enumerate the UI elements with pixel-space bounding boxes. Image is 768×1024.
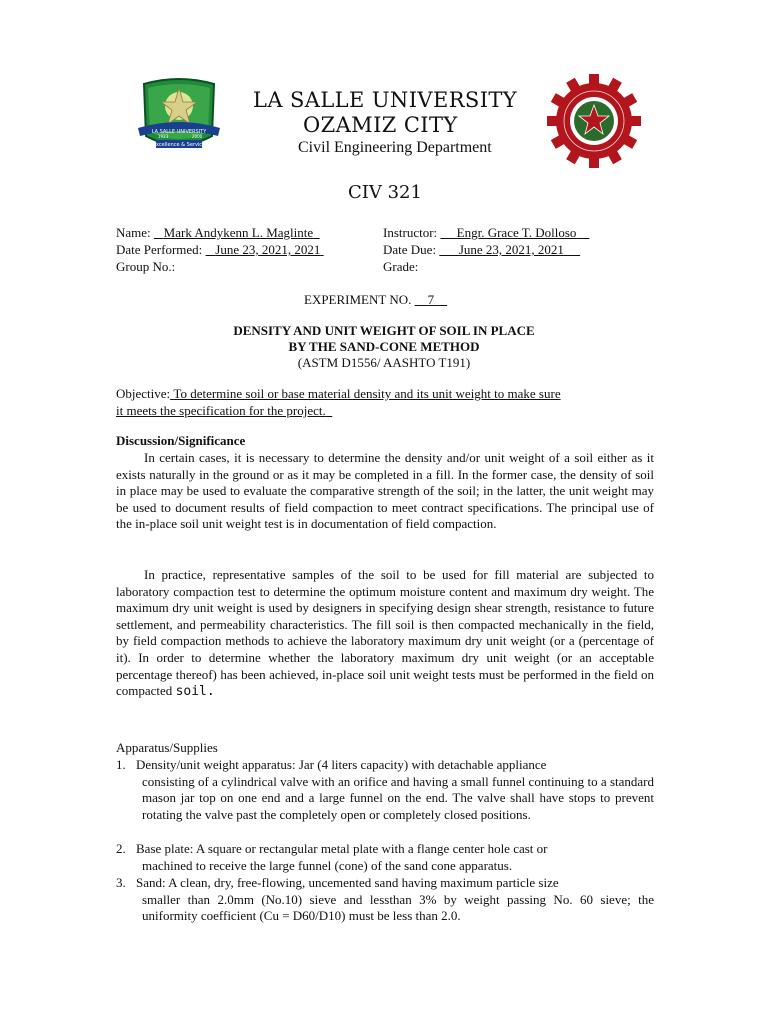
apparatus-item-number: 3. bbox=[116, 875, 126, 890]
standard-reference: (ASTM D1556/ AASHTO T191) bbox=[297, 355, 471, 370]
university-name: LA SALLE UNIVERSITY bbox=[253, 88, 518, 112]
apparatus-item-1 bbox=[116, 757, 654, 823]
apparatus-heading: Apparatus/Supplies bbox=[116, 740, 218, 755]
date-performed-row bbox=[116, 241, 324, 258]
experiment-title bbox=[114, 323, 654, 371]
objective bbox=[116, 386, 654, 419]
apparatus-item-continuation: consisting of a cylindrical valve with an orifice and having a small funnel continuing to a standard mason jar top on one end and a large funnel on the end. The valve shall have stops to prevent rotating the valve past the completely open or completely closed positions. bbox=[142, 773, 654, 822]
grade-row bbox=[383, 258, 418, 275]
apparatus-item-continuation: machined to receive the large funnel (cone) of the sand cone apparatus. bbox=[142, 857, 513, 873]
instructor-row bbox=[383, 224, 589, 241]
name-row bbox=[116, 224, 320, 241]
date-due-row bbox=[383, 241, 580, 258]
title-line-2: BY THE SAND-CONE METHOD bbox=[288, 339, 480, 354]
title-line-1: DENSITY AND UNIT WEIGHT OF SOIL IN PLACE bbox=[233, 323, 535, 338]
discussion-paragraph-2: In practice, representative samples of the soil to be used for fill material are subjected to laboratory compaction test to determine the optimum moisture content and maximum dry weight. The maximum dry unit weight is used by designers in specifying design shear strength, resistance to future settlement, and permeability characteristics. The fill soil is then compacted mechanically in the field, by field compaction methods to achieve the laboratory maximum dry unit weight (or a (percentage of it). In order to determine whether the laboratory maximum dry unit weight (or an acceptable percentage thereof) has been achieved, in-place soil unit weight tests must be performed in the field on compacted soil. bbox=[116, 567, 654, 700]
discussion-paragraph-1: In certain cases, it is necessary to determine the density and/or unit weight of a soil either as it exists naturally in the ground or as it may be completed in a fill. In the former case, the density of soil in place may be used to evaluate the comparative strength of the soil; in the latter, the unit weight may be used to document results of field compaction to meet contract specifications. The principal use of the in-place soil unit weight test is in documentation of field compaction. bbox=[116, 450, 654, 532]
logo-left-year-right: 2000 bbox=[192, 134, 203, 139]
name-label: Name: bbox=[116, 225, 151, 240]
apparatus-item-first-line: Base plate: A square or rectangular metal plate with a flange center hole cast or bbox=[136, 841, 548, 856]
logo-left-year-left: 1923 bbox=[158, 134, 169, 139]
apparatus-item-first-line: Sand: A clean, dry, free-flowing, uncemented sand having maximum particle size bbox=[136, 875, 559, 890]
instructor-label: Instructor: bbox=[383, 225, 438, 240]
logo-left-motto: Excellence & Service bbox=[152, 142, 206, 148]
date-due-label: Date Due: bbox=[383, 242, 437, 257]
date-performed-label: Date Performed: bbox=[116, 242, 203, 257]
experiment-number: 7 bbox=[427, 292, 435, 307]
university-city: OZAMIZ CITY bbox=[303, 113, 458, 137]
apparatus-item-number: 1. bbox=[116, 757, 126, 772]
grade-label: Grade: bbox=[383, 259, 419, 274]
department-name: Civil Engineering Department bbox=[298, 139, 492, 156]
experiment-label: EXPERIMENT NO. bbox=[304, 292, 412, 307]
apparatus-item-2 bbox=[116, 841, 654, 874]
objective-text-2: it meets the specification for the project. bbox=[116, 402, 326, 418]
discussion-heading: Discussion/Significance bbox=[116, 433, 246, 448]
apparatus-item-continuation: smaller than 2.0mm (No.10) sieve and lessthan 3% by weight passing No. 60 sieve; the uniformity coefficient (Cu = D60/D10) must be less than 2.0. bbox=[142, 891, 654, 924]
experiment-number-line bbox=[304, 292, 447, 308]
group-label: Group No.: bbox=[116, 259, 176, 274]
group-row bbox=[116, 258, 175, 275]
college-of-engineering-seal bbox=[547, 74, 641, 168]
discussion-paragraph-2-end: soil. bbox=[175, 684, 215, 700]
instructor-value: Engr. Grace T. Dolloso bbox=[456, 225, 577, 240]
apparatus-item-number: 2. bbox=[116, 841, 126, 856]
objective-label: Objective: bbox=[116, 386, 171, 401]
date-due-value: June 23, 2021, 2021 bbox=[458, 242, 564, 257]
name-value: Mark Andykenn L. Maglinte bbox=[163, 225, 314, 240]
course-code: CIV 321 bbox=[348, 182, 422, 203]
la-salle-university-logo bbox=[134, 76, 224, 166]
apparatus-item-first-line: Density/unit weight apparatus: Jar (4 liters capacity) with detachable appliance bbox=[136, 757, 547, 772]
logo-left-ribbon-text: LA SALLE UNIVERSITY bbox=[151, 129, 207, 135]
date-performed-value: June 23, 2021, 2021 bbox=[215, 242, 321, 257]
apparatus-item-3 bbox=[116, 875, 654, 925]
objective-text-1: To determine soil or base material density and its unit weight to make sure bbox=[173, 386, 561, 401]
